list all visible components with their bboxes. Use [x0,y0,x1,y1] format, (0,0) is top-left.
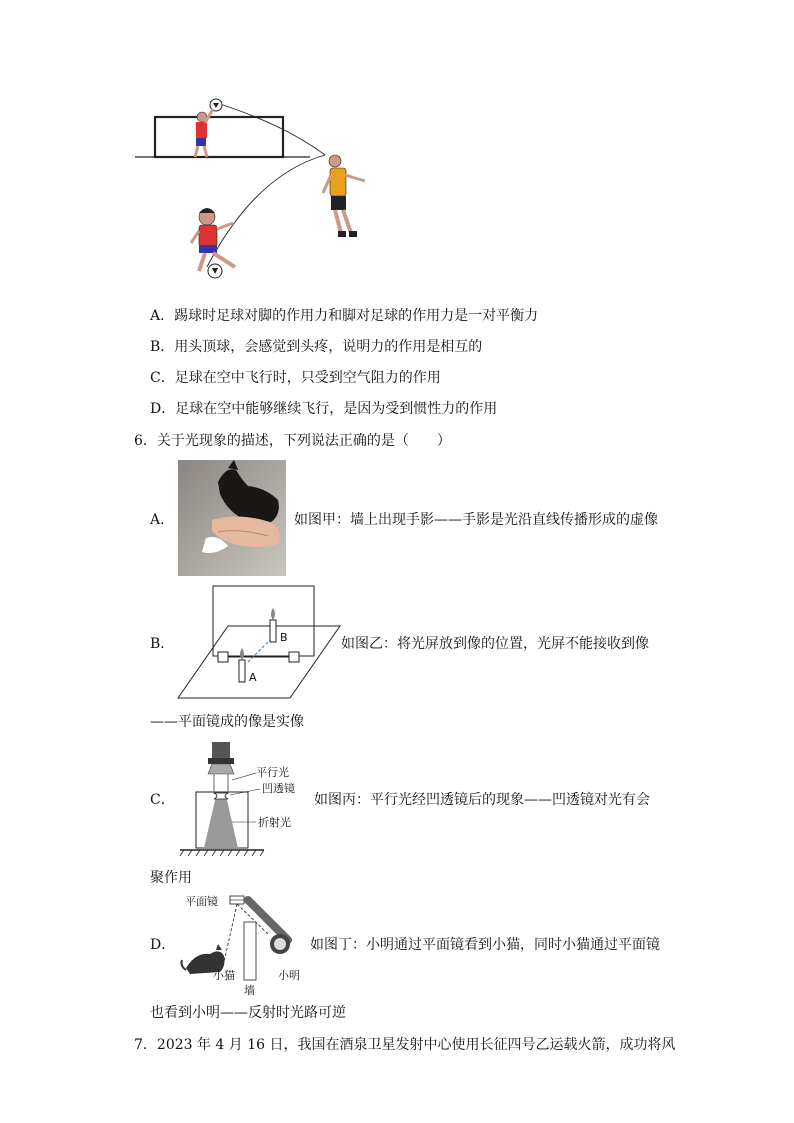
q6-option-c-letter: C． [150,792,175,808]
label-boy: 小明 [278,969,300,982]
label-plane-mirror: 平面镜 [185,895,218,908]
q6-option-a-text: 如图甲：墙上出现手影——手影是光沿直线传播形成的虚像 [294,512,658,528]
q5-option-c: C．足球在空中飞行时，只受到空气阻力的作用 [150,370,441,386]
q6-option-b-letter: B． [150,636,175,652]
q5-option-b: B．用头顶球，会感觉到头疼，说明力的作用是相互的 [150,339,483,355]
q6-stem: 6．关于光现象的描述，下列说法正确的是（ ） [134,433,451,449]
label-wall: 墙 [244,984,255,997]
concave-lens-diagram [176,740,266,858]
q6-option-b-cont: ——平面镜成的像是实像 [150,714,304,730]
label-concave-lens: 凹透镜 [262,782,295,795]
hand-shadow-photo [178,460,286,576]
mirror-label-b: B [280,631,288,644]
q5-option-a: A．踢球时足球对脚的作用力和脚对足球的作用力是一对平衡力 [150,308,539,324]
q6-option-a-letter: A． [150,512,175,528]
soccer-illustration [135,95,395,295]
q7-stem: 7．2023 年 4 月 16 日，我国在酒泉卫星发射中心使用长征四号乙运载火箭，成功将风 [134,1037,676,1053]
q5-option-d: D．足球在空中能够继续飞行，是因为受到惯性力的作用 [150,401,498,417]
label-parallel-light: 平行光 [256,766,289,779]
q6-option-d-text: 如图丁：小明通过平面镜看到小猫，同时小猫通过平面镜 [310,937,660,953]
q6-option-c-text: 如图丙：平行光经凹透镜后的现象——凹透镜对光有会 [314,792,650,808]
mirror-label-a: A [249,671,257,684]
q6-option-d-cont: 也看到小明——反射时光路可逆 [150,1005,346,1021]
plane-mirror-diagram [178,586,340,700]
q6-option-d-letter: D． [150,937,176,953]
q6-option-c-cont: 聚作用 [150,870,192,886]
q6-option-b-text: 如图乙：将光屏放到像的位置，光屏不能接收到像 [341,636,649,652]
label-refracted-light: 折射光 [258,816,291,829]
label-cat: 小猫 [213,969,235,982]
